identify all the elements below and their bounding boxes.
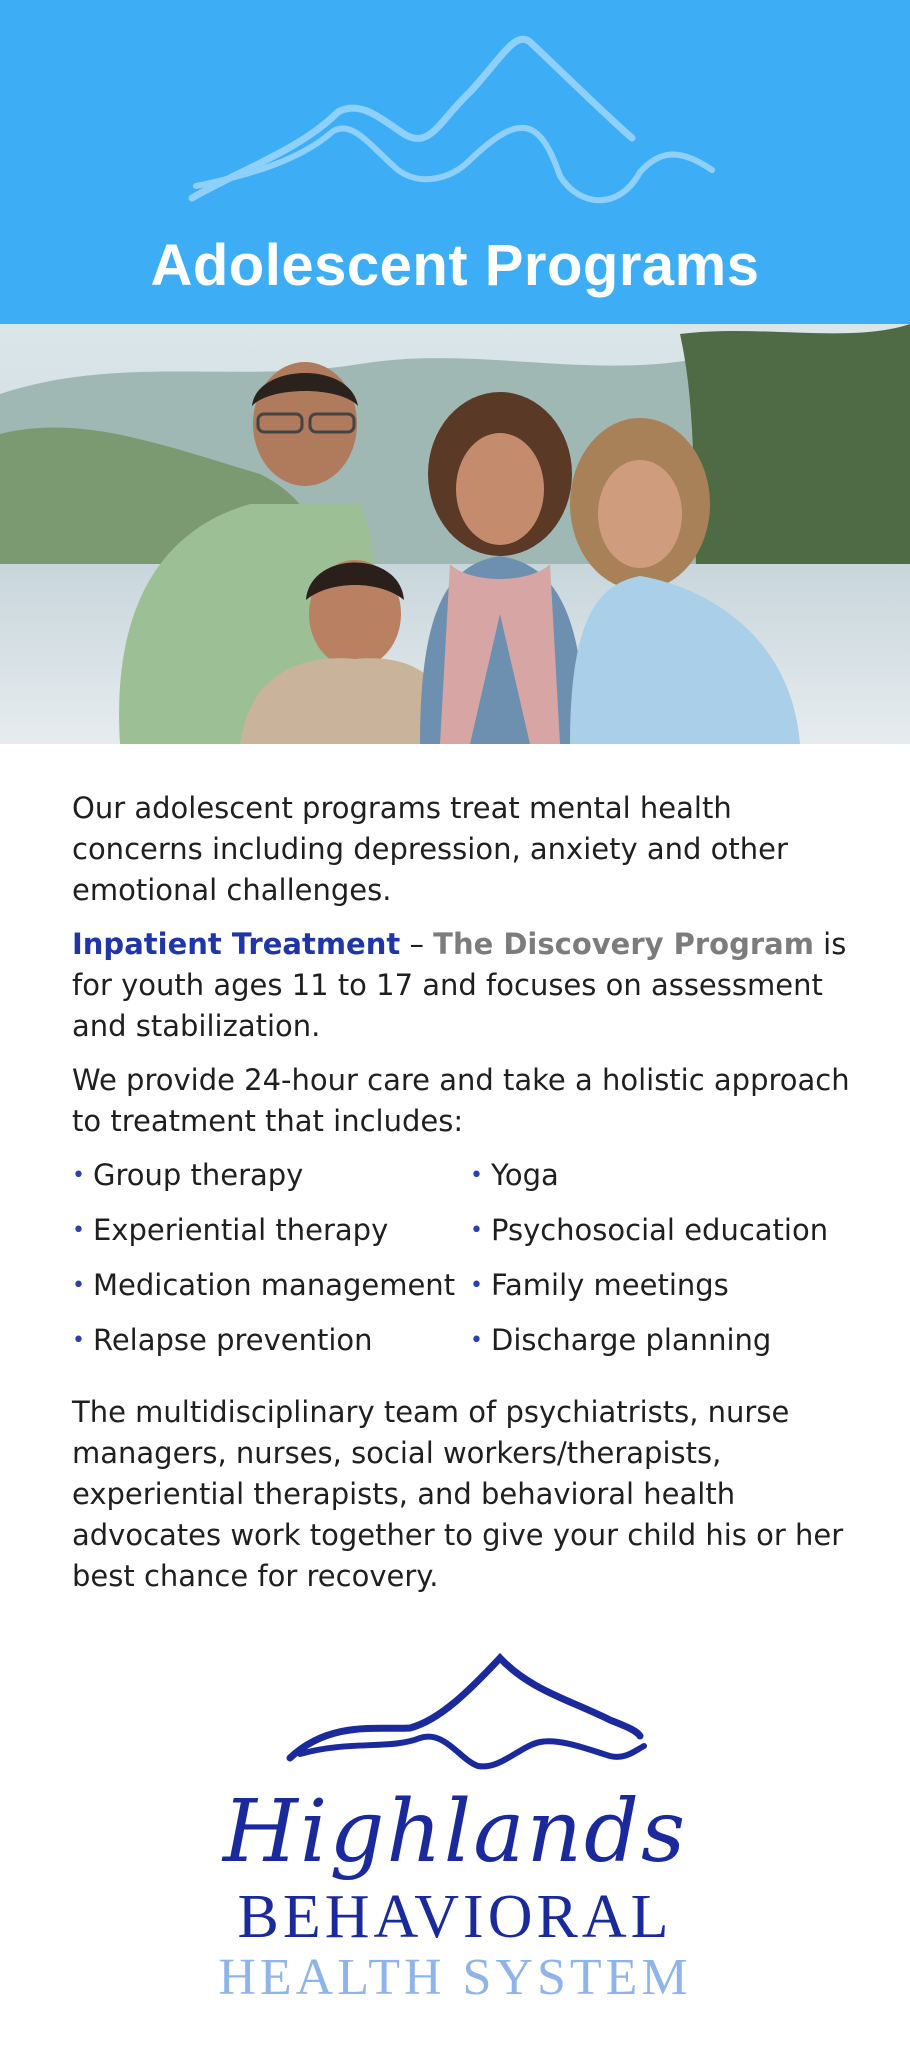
list-item: • Group therapy (72, 1158, 304, 1192)
bullet-dot: • (72, 1328, 85, 1353)
bullet-dot: • (72, 1218, 85, 1243)
list-item: • Medication management (72, 1268, 456, 1302)
header-banner (0, 0, 910, 324)
program-name: The Discovery Program (433, 927, 814, 961)
logo-behavioral-text: BEHAVIORAL (237, 1883, 673, 1951)
page-title: Adolescent Programs (150, 233, 760, 298)
list-item: • Discharge planning (470, 1323, 772, 1357)
list-item: • Psychosocial education (470, 1213, 829, 1247)
inpatient-label: Inpatient Treatment (72, 927, 401, 961)
inpatient-paragraph (72, 924, 862, 1047)
bullet-dot: • (470, 1218, 483, 1243)
mountain-logo-icon (0, 1650, 910, 1790)
bullet-dot: • (470, 1273, 483, 1298)
list-item: • Yoga (470, 1158, 559, 1192)
list-item: • Experiential therapy (72, 1213, 389, 1247)
list-item: • Family meetings (470, 1268, 729, 1302)
logo-script-text: Highlands (222, 1782, 688, 1882)
list-item: • Relapse prevention (72, 1323, 373, 1357)
intro-paragraph: Our adolescent programs treat mental health concerns including depression, anxiety and other emotional challenges. (72, 791, 788, 907)
care-intro-paragraph: We provide 24-hour care and take a holistic approach to treatment that includes: (72, 1063, 850, 1138)
bullet-dot: • (72, 1273, 85, 1298)
bullet-dot: • (72, 1163, 85, 1188)
inpatient-dash: – (400, 927, 434, 961)
bullet-dot: • (470, 1328, 483, 1353)
main-content (72, 788, 862, 1610)
treatment-list (72, 1155, 862, 1361)
highlands-logo (0, 1650, 910, 2010)
inpatient-description: is for youth ages 11 to 17 and focuses on assessment and stabilization. (72, 927, 847, 1043)
team-paragraph: The multidisciplinary team of psychiatrists, nurse managers, nurses, social workers/therapists, experiential therapists, and behavioral health advocates work together to give your child his or her best chance for recovery. (72, 1395, 844, 1593)
logo-system-text: HEALTH SYSTEM (218, 1949, 692, 2006)
family-photo (0, 324, 910, 744)
bullet-dot: • (470, 1163, 483, 1188)
